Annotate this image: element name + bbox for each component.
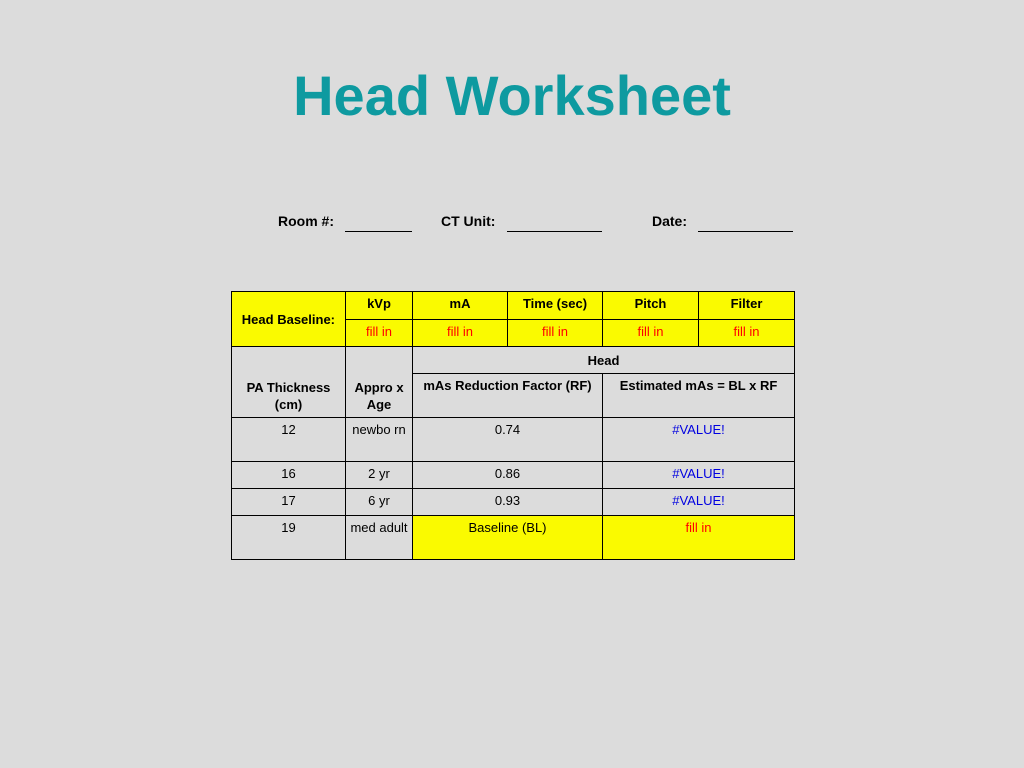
col-pa-thickness-header: PA Thickness (cm) xyxy=(232,347,346,418)
rf-cell: 0.93 xyxy=(413,489,603,516)
table-row xyxy=(232,489,795,516)
baseline-rf-cell: Baseline (BL) xyxy=(413,516,603,560)
date-field-line[interactable] xyxy=(698,231,793,232)
approx-age-cell: 6 yr xyxy=(346,489,413,516)
pa-thickness-cell: 12 xyxy=(232,418,346,462)
baseline-header-row xyxy=(232,292,795,320)
pa-thickness-cell: 16 xyxy=(232,462,346,489)
approx-age-cell: newbo rn xyxy=(346,418,413,462)
pa-thickness-cell: 17 xyxy=(232,489,346,516)
page-title: Head Worksheet xyxy=(293,64,731,127)
filter-value-cell[interactable]: fill in xyxy=(699,320,795,347)
ct-unit-label: CT Unit: xyxy=(441,213,496,229)
approx-age-cell: med adult xyxy=(346,516,413,560)
estimated-mas-cell: #VALUE! xyxy=(603,418,795,462)
approx-age-cell: 2 yr xyxy=(346,462,413,489)
head-worksheet-table xyxy=(231,291,795,560)
worksheet-meta xyxy=(0,211,1024,237)
ma-value-cell[interactable]: fill in xyxy=(413,320,508,347)
col-ma-header: mA xyxy=(413,292,508,320)
room-label: Room #: xyxy=(278,213,334,229)
kvp-value-cell[interactable]: fill in xyxy=(346,320,413,347)
col-rf-header: mAs Reduction Factor (RF) xyxy=(413,374,603,418)
baseline-mas-fill-cell[interactable]: fill in xyxy=(603,516,795,560)
col-approx-age-header: Appro x Age xyxy=(346,347,413,418)
col-pitch-header: Pitch xyxy=(603,292,699,320)
rf-cell: 0.86 xyxy=(413,462,603,489)
estimated-mas-cell: #VALUE! xyxy=(603,489,795,516)
pa-thickness-cell: 19 xyxy=(232,516,346,560)
date-label: Date: xyxy=(652,213,688,229)
col-filter-header: Filter xyxy=(699,292,795,320)
table-row xyxy=(232,516,795,560)
head-group-header: Head xyxy=(413,347,795,374)
col-estimated-mas-header: Estimated mAs = BL x RF xyxy=(603,374,795,418)
pitch-value-cell[interactable]: fill in xyxy=(603,320,699,347)
col-kvp-header: kVp xyxy=(346,292,413,320)
table-row xyxy=(232,418,795,462)
time-value-cell[interactable]: fill in xyxy=(508,320,603,347)
table-row xyxy=(232,462,795,489)
group-header-row xyxy=(232,347,795,374)
col-time-header: Time (sec) xyxy=(508,292,603,320)
head-baseline-label: Head Baseline: xyxy=(232,292,346,347)
room-field-line[interactable] xyxy=(345,231,412,232)
ct-unit-field-line[interactable] xyxy=(507,231,602,232)
estimated-mas-cell: #VALUE! xyxy=(603,462,795,489)
rf-cell: 0.74 xyxy=(413,418,603,462)
